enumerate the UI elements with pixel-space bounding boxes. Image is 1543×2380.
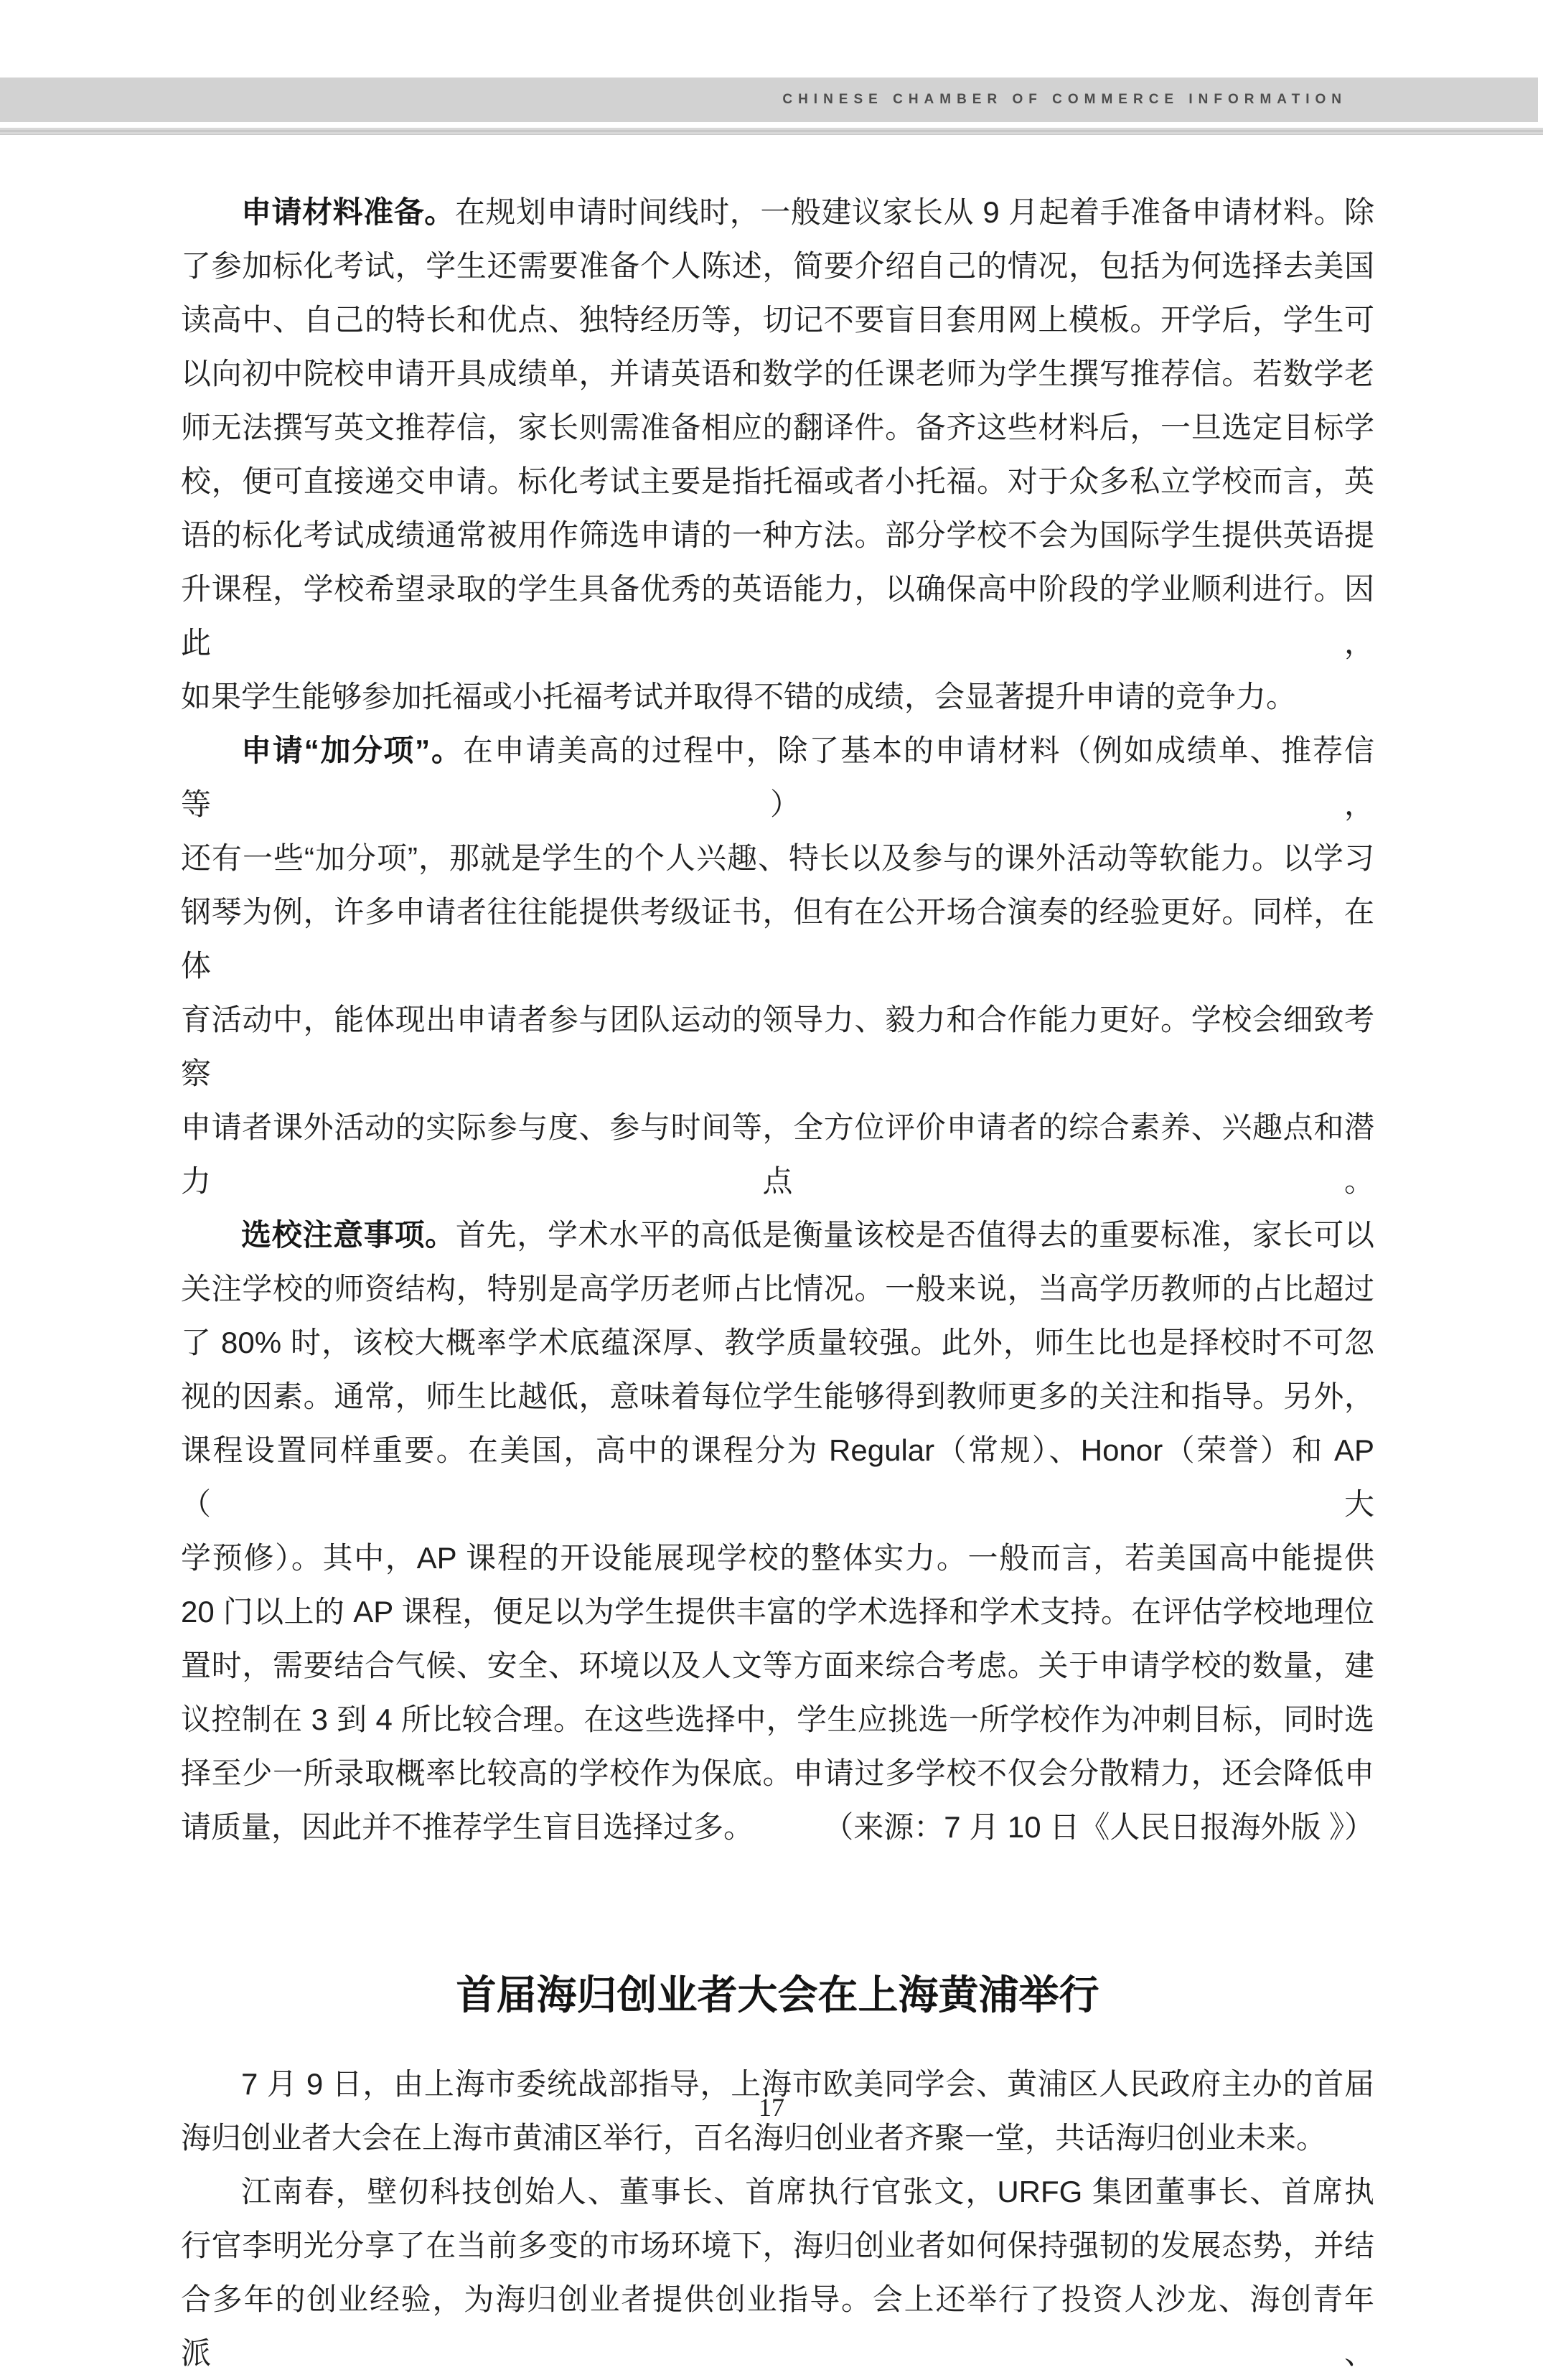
text-line-body: 升课程，学校希望录取的学生具备优秀的英语能力，以确保高中阶段的学业顺利进行。因此，: [181, 572, 1374, 660]
text-line: [181, 1316, 1374, 1369]
text-line: [181, 562, 1374, 670]
text-line-body: 校，便可直接递交申请。标化考试主要是指托福或者小托福。对于众多私立学校而言，英: [181, 464, 1374, 498]
text-line: [181, 993, 1374, 1100]
text-line: [181, 1692, 1374, 1746]
text-line-body: 课程设置同样重要。在美国，高中的课程分为 Regular（常规）、Honor（荣誉）和 AP（大: [181, 1433, 1374, 1521]
text-line-body: 语的标化考试成绩通常被用作筛选申请的一种方法。部分学校不会为国际学生提供英语提: [181, 518, 1374, 552]
text-line-body: 申请者课外活动的实际参与度、参与时间等，全方位评价申请者的综合素养、兴趣点和潜力点。: [181, 1110, 1374, 1198]
text-line-body: 还有一些“加分项”，那就是学生的个人兴趣、特长以及参与的课外活动等软能力。以学习: [181, 841, 1374, 875]
text-line: [181, 293, 1374, 347]
paragraph-lead: 选校注意事项。: [241, 1218, 456, 1252]
text-line: [181, 1800, 1374, 1854]
text-line: [181, 2272, 1374, 2380]
text-line-body: 7 月 9 日，由上海市委统战部指导，上海市欧美同学会、黄浦区人民政府主办的首届: [241, 2067, 1374, 2101]
text-line: [181, 1262, 1374, 1316]
paragraph-lead: 申请“加分项”。: [241, 734, 463, 767]
text-line: [181, 1746, 1374, 1800]
text-line: [181, 508, 1374, 562]
text-line-body: 以向初中院校申请开具成绩单，并请英语和数学的任课老师为学生撰写推荐信。若数学老: [181, 357, 1374, 390]
text-line-body: 关注学校的师资结构，特别是高学历老师占比情况。一般来说，当高学历教师的占比超过: [181, 1272, 1374, 1306]
text-line-body: 视的因素。通常，师生比越低，意味着每位学生能够得到教师更多的关注和指导。另外，: [181, 1379, 1374, 1413]
text-line-body: 在申请美高的过程中，除了基本的申请材料（例如成绩单、推荐信等），: [181, 734, 1374, 821]
page-number: 17: [759, 2093, 784, 2122]
text-line: [181, 1423, 1374, 1531]
text-line-body: 读高中、自己的特长和优点、独特经历等，切记不要盲目套用网上模板。开学后，学生可: [181, 303, 1374, 337]
journal-title: CHINESE CHAMBER OF COMMERCE INFORMATION: [782, 92, 1347, 107]
text-line: [181, 2165, 1374, 2219]
text-line-body: 置时，需要结合气候、安全、环境以及人文等方面来综合考虑。关于申请学校的数量，建: [181, 1649, 1374, 1682]
text-line: [181, 400, 1374, 454]
text-line: [181, 1639, 1374, 1692]
header-band: [0, 78, 1538, 122]
text-line: [181, 670, 1374, 723]
text-line-body: 师无法撰写英文推荐信，家长则需准备相应的翻译件。备齐这些材料后，一旦选定目标学: [181, 411, 1374, 444]
source-attribution: （来源：7 月 10 日《人民日报海外版 》）: [823, 1810, 1374, 1844]
text-line: [181, 831, 1374, 885]
text-line-body: 20 门以上的 AP 课程，便足以为学生提供丰富的学术选择和学术支持。在评估学校地理位: [181, 1595, 1374, 1629]
text-line: [181, 1208, 1374, 1262]
article-title-haigui-conference: 首届海归创业者大会在上海黄浦举行: [456, 1972, 1099, 2018]
text-line-body: 学预修）。其中，AP 课程的开设能展现学校的整体实力。一般而言，若美国高中能提供: [181, 1541, 1374, 1575]
text-line: [181, 723, 1374, 831]
text-line-body: 首先，学术水平的高低是衡量该校是否值得去的重要标准，家长可以: [455, 1218, 1374, 1252]
text-line-body: 了参加标化考试，学生还需要准备个人陈述，简要介绍自己的情况，包括为何选择去美国: [181, 249, 1374, 283]
header-rule: [0, 128, 1543, 135]
text-line: [181, 1531, 1374, 1585]
paragraph-lead: 申请材料准备。: [241, 195, 455, 229]
text-line-body: 海归创业者大会在上海市黄浦区举行，百名海归创业者齐聚一堂，共话海归创业未来。: [181, 2121, 1327, 2155]
text-line: [181, 454, 1374, 508]
text-line: [181, 347, 1374, 400]
text-line-left: 请质量，因此并不推荐学生盲目选择过多。: [181, 1810, 754, 1844]
text-line: [181, 2219, 1374, 2272]
text-line: [181, 185, 1374, 239]
text-line: [181, 885, 1374, 993]
page-content: [181, 185, 1374, 2380]
text-line-body: 议控制在 3 到 4 所比较合理。在这些选择中，学生应挑选一所学校作为冲刺目标，同时选: [181, 1702, 1374, 1736]
text-line-body: 行官李明光分享了在当前多变的市场环境下，海归创业者如何保持强韧的发展态势，并结: [181, 2229, 1374, 2262]
text-line: [181, 1369, 1374, 1423]
text-line-body: 合多年的创业经验，为海归创业者提供创业指导。会上还举行了投资人沙龙、海创青年派、: [181, 2282, 1374, 2370]
text-line: [181, 1100, 1374, 1208]
text-line-body: 了 80% 时，该校大概率学术底蕴深厚、教学质量较强。此外，师生比也是择校时不可忽: [181, 1326, 1374, 1359]
text-line: [181, 1585, 1374, 1639]
text-line-body: 江南春，壁仞科技创始人、董事长、首席执行官张文，URFG 集团董事长、首席执: [241, 2175, 1374, 2208]
text-line: [181, 239, 1374, 293]
text-line-body: 如果学生能够参加托福或小托福考试并取得不错的成绩，会显著提升申请的竞争力。: [181, 680, 1297, 713]
text-line-body: 在规划申请时间线时，一般建议家长从 9 月起着手准备申请材料。除: [454, 195, 1374, 229]
text-line-body: 育活动中，能体现出申请者参与团队运动的领导力、毅力和合作能力更好。学校会细致考察: [181, 1003, 1374, 1090]
text-line-body: 择至少一所录取概率比较高的学校作为保底。申请过多学校不仅会分散精力，还会降低申: [181, 1756, 1374, 1790]
article-us-high-school-application: [181, 185, 1374, 1854]
text-line-body: 钢琴为例，许多申请者往往能提供考级证书，但有在公开场合演奏的经验更好。同样，在体: [181, 895, 1374, 983]
